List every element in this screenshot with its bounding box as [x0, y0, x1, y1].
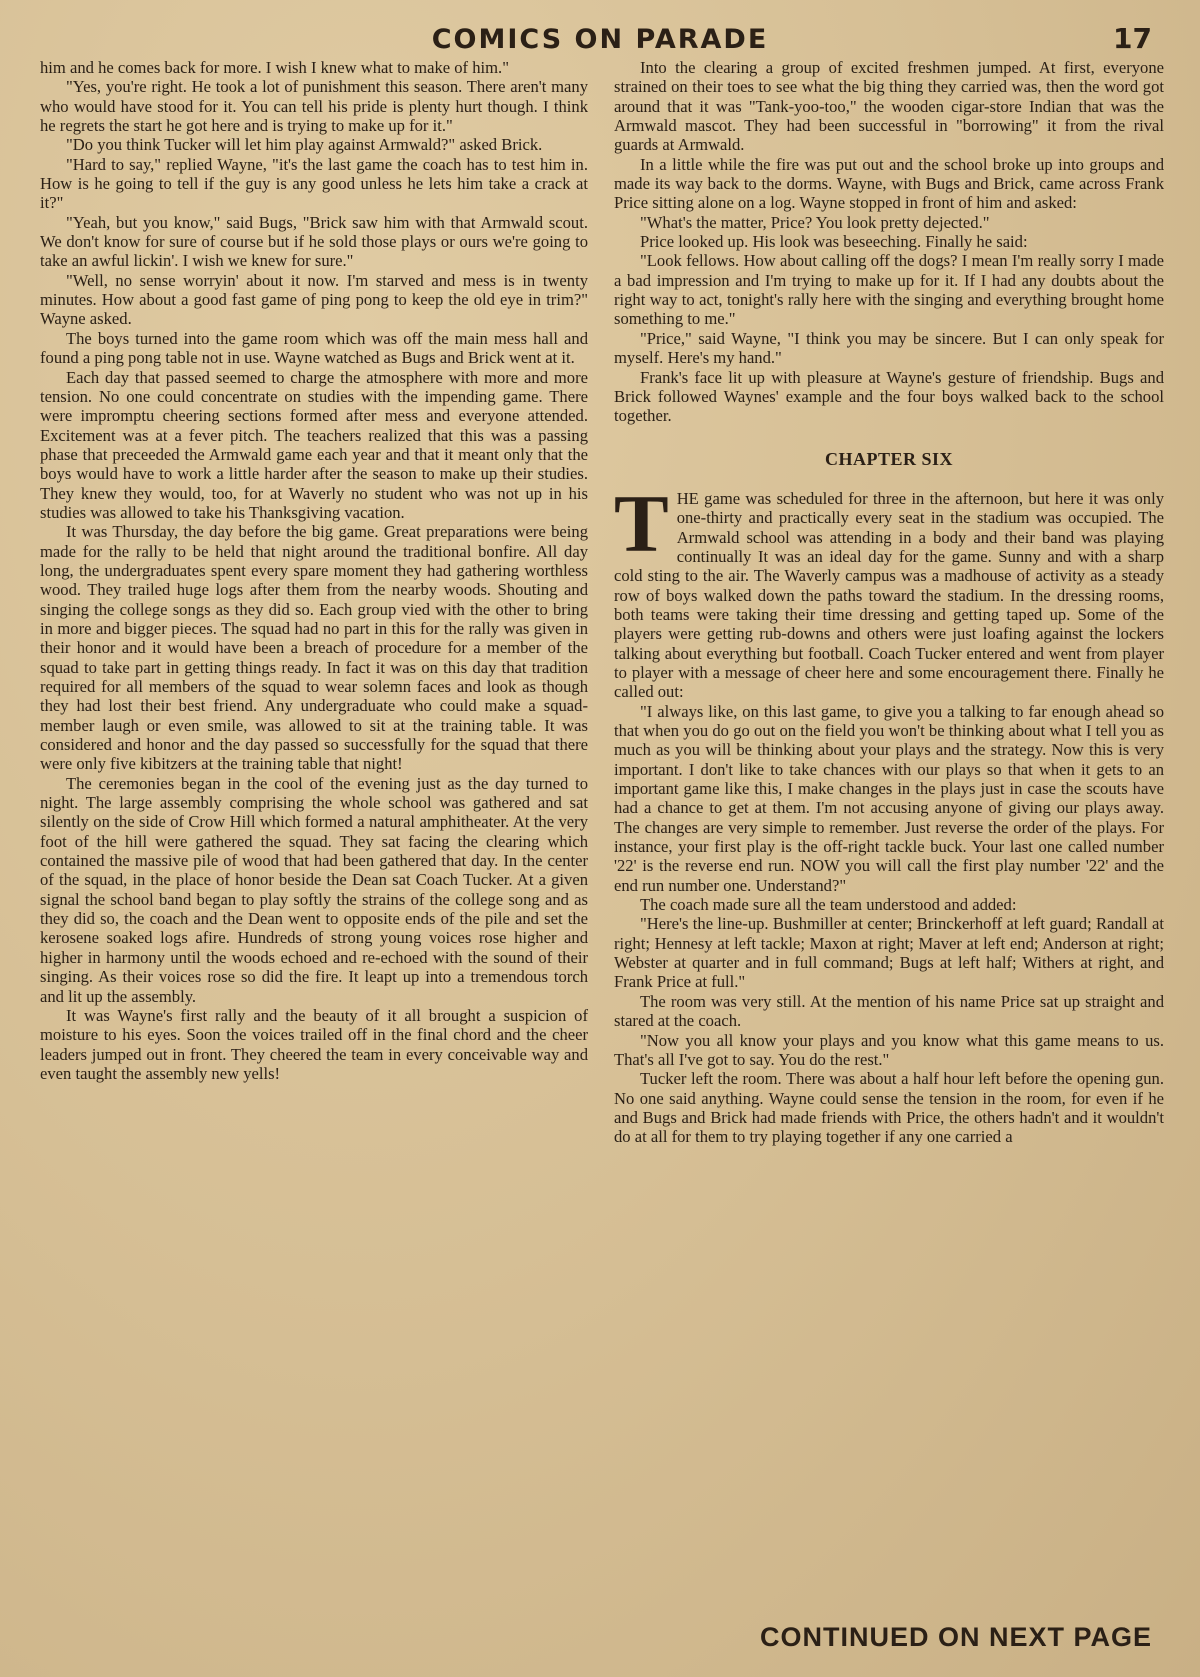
- paragraph: The ceremonies began in the cool of the evening just as the day turned to night. The large assembly comprising the whole school was gathered and sat silently on the side of Crow Hill which formed a natural amphitheater. At the very foot of the hill were gathered the squad. They sat facing the clearing which contained the massive pile of wood that had been gathered that day. In the center of the squad, in the place of honor beside the Dean sat Coach Tucker. At a given signal the school band began to play softly the strains of the college song and as they did so, the coach and the Dean went to opposite ends of the pile and set the kerosene soaked logs afire. Hundreds of strong young voices rose higher and higher in harmony until the woods echoed and re-echoed with the sound of their singing. As their voices rose so did the fire. It leapt up into a tremendous torch and lit up the assembly.: [40, 773, 588, 1006]
- paragraph: "Yeah, but you know," said Bugs, "Brick saw him with that Armwald scout. We don't know for sure of course but if he sold those plays or ours we're going to take an awful lickin'. I wish we knew for sure.": [40, 212, 588, 271]
- paragraph: him and he comes back for more. I wish I knew what to make of him.": [40, 58, 509, 77]
- paragraph: "Well, no sense worryin' about it now. I'm starved and mess is in twenty minutes. How about a good fast game of ping pong to keep the old eye in trim?" Wayne asked.: [40, 270, 588, 329]
- page-header: [40, 22, 1160, 58]
- paragraph: It was Thursday, the day before the big game. Great preparations were being made for the rally to be held that night around the traditional bonfire. All day long, the undergraduates spent every spare moment they had gathering worthless wood. They trailed huge logs after them from the nearby woods. Shouting and singing the college songs as they did so. Each group vied with the other to bring in more and bigger pieces. The squad had no part in this for the rally was given in their honor and it would have been a breach of procedure for a member of the squad to take part in getting things ready. In fact it was on this day that tradition required for all members of the squad to wear solemn faces and look as though they had lost their best friend. Any undergraduate who could make a squad-member laugh or even smile, was allowed to sit at the training table. It was considered and honor and the day passed so successfully for the squad that there were only five kibitzers at the training table that night!: [40, 522, 588, 774]
- continued-on-next-page: CONTINUED ON NEXT PAGE: [759, 1622, 1152, 1652]
- paragraph: Into the clearing a group of excited freshmen jumped. At first, everyone strained on their toes to see what the big thing they carried was, then the word got around that it was "Tank-yoo-too," the wooden cigar-store Indian that was the Armwald mascot. They had been successful in "borrowing" it from the rival guards at Armwald.: [614, 58, 1164, 155]
- paragraph: "What's the matter, Price? You look pretty dejected.": [640, 212, 990, 232]
- left-column: [40, 58, 588, 1083]
- paragraph: "Look fellows. How about calling off the dogs? I mean I'm really sorry I made a bad impression and I'm trying to make up for it. If I had any doubts about the right way to act, tonight's rally here with the singing and everything brought home something to me.": [614, 251, 1164, 329]
- paragraph: "Price," said Wayne, "I think you may be sincere. But I can only speak for myself. Here's my hand.": [614, 328, 1164, 368]
- paragraph: "Hard to say," replied Wayne, "it's the last game the coach has to test him in. How is he going to tell if the guy is any good unless he lets him take a crack at it?": [40, 154, 588, 213]
- paragraph: It was Wayne's first rally and the beauty of it all brought a suspicion of moisture to his eyes. Soon the voices trailed off in the final chord and the cheer leaders jumped out in front. They cheered the team in every conceivable way and even taught the assembly new yells!: [40, 1005, 588, 1083]
- paragraph: "Here's the line-up. Bushmiller at center; Brinckerhoff at left guard; Randall at right; Hennesy at left tackle; Maxon at right; Maver at left end; Anderson at right; Webster at quarter and in full command; Bugs at left half; Withers at right, and Frank Price at full.": [614, 914, 1164, 992]
- page-number: 17: [1113, 22, 1152, 55]
- right-column: [614, 58, 1164, 1147]
- paragraph: Frank's face lit up with pleasure at Wayne's gesture of friendship. Bugs and Brick followed Waynes' example and the four boys walked back to the school together.: [614, 367, 1164, 426]
- paragraph: The boys turned into the game room which was off the main mess hall and found a ping pong table not in use. Wayne watched as Bugs and Brick went at it.: [40, 328, 588, 368]
- paragraph: "Now you all know your plays and you know what this game means to us. That's all I've got to say. You do the rest.": [614, 1030, 1164, 1069]
- chapter-opening-text: HE game was scheduled for three in the afternoon, but here it was only one-thirty and practically every seat in the stadium was occupied. The Armwald school was attending in a body and their band was playing continually It was an ideal day for the game. Sunny and with a sharp cold sting to the air. The Waverly campus was a madhouse of activity as a steady row of boys walked down the paths toward the stadium. In the dressing rooms, both teams were taking their time dressing and getting taped up. Some of the players were getting rub-downs and others were just loafing against the lockers talking about everything but football. Coach Tucker entered and went from player to player with a message of cheer here and some encouragement there. Finally he called out:: [614, 488, 1164, 702]
- paragraph: Each day that passed seemed to charge the atmosphere with more and more tension. No one could concentrate on studies with the impending game. There were impromptu cheering sections formed after mess and everyone attended. Excitement was at a fever pitch. The teachers realized that this was a passing phase that preceeded the Armwald game each year and that it meant only that the boys would have to work a little harder after the season to make up their studies. They knew they would, too, for at Waverly no student who was not up in his studies was allowed to take his Thanksgiving vacation.: [40, 367, 588, 522]
- paragraph: The room was very still. At the mention of his name Price sat up straight and stared at the coach.: [614, 991, 1164, 1031]
- paragraph: In a little while the fire was put out and the school broke up into groups and made its way back to the dorms. Wayne, with Bugs and Brick, came across Frank Price sitting alone on a log. Wayne stopped in front of him and asked:: [614, 154, 1164, 213]
- paragraph: "Yes, you're right. He took a lot of punishment this season. There aren't many who would have stood for it. You can tell his pride is plenty hurt though. I think he regrets the start he got here and is trying to make up for it.": [40, 77, 588, 136]
- chapter-opening-paragraph: [614, 477, 1164, 702]
- magazine-title: COMICS ON PARADE: [431, 24, 769, 55]
- paragraph: "Do you think Tucker will let him play against Armwald?" asked Brick.: [66, 135, 543, 155]
- paragraph: Tucker left the room. There was about a half hour left before the opening gun. No one said anything. Wayne could sense the tension in the room, for even if he and Bugs and Brick had made friends with Price, the others hadn't and it wouldn't do at all for them to try playing together if any one carried a: [614, 1069, 1164, 1147]
- paragraph: Price looked up. His look was beseeching. Finally he said:: [640, 232, 1028, 252]
- chapter-heading: CHAPTER SIX: [824, 448, 954, 469]
- drop-cap: T: [614, 477, 669, 569]
- paragraph: "I always like, on this last game, to give you a talking to far enough ahead so that when you do go out on the field you won't be thinking about what I tell you as much as you will be thinking about your plays and the strategy. Now this is very important. I don't like to take chances with our plays so that when it gets to an important game like this, I make changes in the plays just in case the scouts have had a chance to get at them. I'm not accusing anyone of giving our plays away. The changes are very simple to remember. Just reverse the order of the plays. For instance, your first play is the off-right tackle buck. Your last one called number '22' is the reverse end run. NOW you will call the first play number '22' and the end run number one. Understand?": [614, 701, 1164, 895]
- paragraph: The coach made sure all the team understood and added:: [640, 895, 1017, 915]
